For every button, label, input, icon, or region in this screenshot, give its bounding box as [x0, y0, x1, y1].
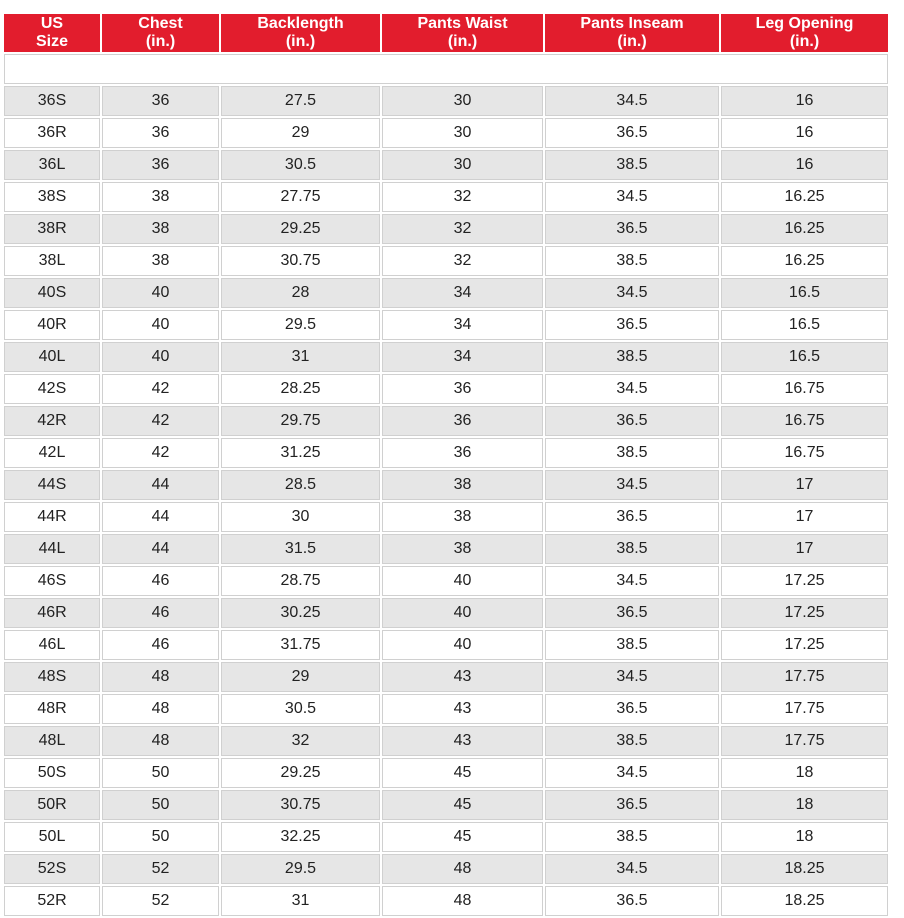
header-backlength: Backlength (in.) [221, 14, 380, 52]
cell-chest: 48 [102, 662, 219, 692]
cell-pants-inseam: 34.5 [545, 758, 719, 788]
cell-us-size: 48S [4, 662, 100, 692]
cell-chest: 52 [102, 886, 219, 916]
cell-pants-inseam: 38.5 [545, 630, 719, 660]
header-pants-inseam: Pants Inseam (in.) [545, 14, 719, 52]
cell-pants-inseam: 34.5 [545, 854, 719, 884]
cell-leg-opening: 17.75 [721, 662, 888, 692]
cell-pants-waist: 32 [382, 182, 543, 212]
cell-us-size: 46R [4, 598, 100, 628]
cell-pants-inseam: 38.5 [545, 150, 719, 180]
cell-leg-opening: 16.75 [721, 438, 888, 468]
cell-leg-opening: 16.5 [721, 342, 888, 372]
cell-leg-opening: 16.25 [721, 214, 888, 244]
cell-leg-opening: 16.5 [721, 278, 888, 308]
cell-leg-opening: 17.75 [721, 694, 888, 724]
cell-pants-waist: 38 [382, 470, 543, 500]
cell-us-size: 38R [4, 214, 100, 244]
cell-pants-inseam: 34.5 [545, 86, 719, 116]
cell-us-size: 40S [4, 278, 100, 308]
cell-pants-inseam: 38.5 [545, 726, 719, 756]
cell-leg-opening: 18 [721, 790, 888, 820]
cell-pants-waist: 40 [382, 630, 543, 660]
cell-chest: 46 [102, 598, 219, 628]
cell-us-size: 46S [4, 566, 100, 596]
header-leg-opening: Leg Opening (in.) [721, 14, 888, 52]
cell-leg-opening: 17.25 [721, 566, 888, 596]
cell-leg-opening: 16.5 [721, 310, 888, 340]
cell-pants-inseam: 38.5 [545, 438, 719, 468]
table-row [4, 374, 888, 404]
cell-leg-opening: 18.25 [721, 886, 888, 916]
cell-chest: 52 [102, 854, 219, 884]
cell-pants-inseam: 34.5 [545, 182, 719, 212]
cell-pants-inseam: 34.5 [545, 374, 719, 404]
cell-backlength: 27.5 [221, 86, 380, 116]
cell-pants-waist: 43 [382, 662, 543, 692]
cell-us-size: 38L [4, 246, 100, 276]
cell-pants-inseam: 38.5 [545, 822, 719, 852]
cell-backlength: 29.25 [221, 214, 380, 244]
cell-backlength: 29.75 [221, 406, 380, 436]
cell-chest: 44 [102, 470, 219, 500]
cell-chest: 48 [102, 726, 219, 756]
table-row [4, 790, 888, 820]
cell-backlength: 29.25 [221, 758, 380, 788]
table-row [4, 886, 888, 916]
cell-chest: 38 [102, 246, 219, 276]
cell-leg-opening: 16.75 [721, 406, 888, 436]
cell-us-size: 48R [4, 694, 100, 724]
cell-chest: 40 [102, 278, 219, 308]
cell-pants-waist: 36 [382, 374, 543, 404]
cell-pants-waist: 32 [382, 246, 543, 276]
table-row [4, 438, 888, 468]
cell-backlength: 31 [221, 886, 380, 916]
cell-us-size: 42L [4, 438, 100, 468]
cell-backlength: 29 [221, 662, 380, 692]
cell-pants-waist: 45 [382, 822, 543, 852]
cell-leg-opening: 16.25 [721, 182, 888, 212]
cell-us-size: 36S [4, 86, 100, 116]
table-row [4, 214, 888, 244]
table-row [4, 182, 888, 212]
cell-us-size: 46L [4, 630, 100, 660]
cell-pants-inseam: 36.5 [545, 310, 719, 340]
cell-chest: 36 [102, 150, 219, 180]
table-row [4, 150, 888, 180]
cell-us-size: 42R [4, 406, 100, 436]
cell-us-size: 52S [4, 854, 100, 884]
table-row [4, 246, 888, 276]
cell-pants-inseam: 38.5 [545, 246, 719, 276]
cell-chest: 50 [102, 758, 219, 788]
cell-leg-opening: 17.25 [721, 630, 888, 660]
cell-chest: 36 [102, 86, 219, 116]
cell-leg-opening: 18 [721, 758, 888, 788]
table-row [4, 278, 888, 308]
cell-us-size: 44L [4, 534, 100, 564]
table-row [4, 822, 888, 852]
cell-leg-opening: 17 [721, 534, 888, 564]
table-row [4, 694, 888, 724]
cell-pants-inseam: 36.5 [545, 790, 719, 820]
cell-backlength: 28.25 [221, 374, 380, 404]
cell-chest: 40 [102, 310, 219, 340]
cell-us-size: 38S [4, 182, 100, 212]
cell-pants-inseam: 36.5 [545, 886, 719, 916]
cell-pants-inseam: 36.5 [545, 694, 719, 724]
table-row [4, 726, 888, 756]
table-row [4, 310, 888, 340]
table-row [4, 758, 888, 788]
cell-us-size: 50R [4, 790, 100, 820]
cell-leg-opening: 17.25 [721, 598, 888, 628]
cell-pants-inseam: 34.5 [545, 662, 719, 692]
table-row [4, 662, 888, 692]
cell-pants-inseam: 36.5 [545, 214, 719, 244]
cell-pants-waist: 38 [382, 534, 543, 564]
cell-us-size: 36R [4, 118, 100, 148]
cell-leg-opening: 16.25 [721, 246, 888, 276]
cell-backlength: 28 [221, 278, 380, 308]
cell-pants-waist: 48 [382, 886, 543, 916]
cell-backlength: 30.5 [221, 694, 380, 724]
cell-chest: 42 [102, 374, 219, 404]
cell-leg-opening: 18 [721, 822, 888, 852]
cell-backlength: 27.75 [221, 182, 380, 212]
cell-us-size: 44R [4, 502, 100, 532]
cell-chest: 38 [102, 182, 219, 212]
cell-backlength: 30.75 [221, 790, 380, 820]
table-row [4, 534, 888, 564]
table-row [4, 470, 888, 500]
cell-pants-waist: 30 [382, 86, 543, 116]
cell-pants-inseam: 34.5 [545, 470, 719, 500]
cell-pants-waist: 34 [382, 342, 543, 372]
cell-backlength: 31 [221, 342, 380, 372]
cell-pants-inseam: 36.5 [545, 502, 719, 532]
cell-chest: 38 [102, 214, 219, 244]
cell-pants-waist: 48 [382, 854, 543, 884]
table-header [4, 14, 888, 84]
table-row [4, 630, 888, 660]
cell-pants-waist: 43 [382, 726, 543, 756]
cell-us-size: 42S [4, 374, 100, 404]
size-chart-table [2, 12, 890, 918]
cell-leg-opening: 16.75 [721, 374, 888, 404]
cell-chest: 48 [102, 694, 219, 724]
cell-pants-waist: 32 [382, 214, 543, 244]
cell-leg-opening: 18.25 [721, 854, 888, 884]
cell-pants-inseam: 36.5 [545, 406, 719, 436]
cell-pants-inseam: 36.5 [545, 118, 719, 148]
cell-leg-opening: 16 [721, 118, 888, 148]
cell-chest: 42 [102, 438, 219, 468]
header-pants-waist: Pants Waist (in.) [382, 14, 543, 52]
cell-leg-opening: 16 [721, 150, 888, 180]
cell-backlength: 30.75 [221, 246, 380, 276]
cell-us-size: 52R [4, 886, 100, 916]
cell-us-size: 50L [4, 822, 100, 852]
cell-chest: 50 [102, 822, 219, 852]
cell-pants-inseam: 34.5 [545, 566, 719, 596]
cell-pants-waist: 34 [382, 310, 543, 340]
cell-pants-waist: 45 [382, 790, 543, 820]
header-us-size: US Size [4, 14, 100, 52]
cell-pants-waist: 43 [382, 694, 543, 724]
table-body [4, 86, 888, 916]
cell-us-size: 36L [4, 150, 100, 180]
cell-chest: 50 [102, 790, 219, 820]
cell-backlength: 30 [221, 502, 380, 532]
cell-backlength: 29 [221, 118, 380, 148]
table-row [4, 854, 888, 884]
cell-us-size: 40L [4, 342, 100, 372]
cell-pants-waist: 38 [382, 502, 543, 532]
cell-pants-inseam: 36.5 [545, 598, 719, 628]
cell-pants-waist: 40 [382, 566, 543, 596]
cell-chest: 40 [102, 342, 219, 372]
cell-pants-waist: 30 [382, 150, 543, 180]
header-chest: Chest (in.) [102, 14, 219, 52]
cell-backlength: 30.25 [221, 598, 380, 628]
cell-leg-opening: 17 [721, 470, 888, 500]
cell-pants-waist: 30 [382, 118, 543, 148]
cell-backlength: 32.25 [221, 822, 380, 852]
cell-backlength: 29.5 [221, 310, 380, 340]
cell-backlength: 31.75 [221, 630, 380, 660]
cell-us-size: 50S [4, 758, 100, 788]
header-row [4, 14, 888, 52]
cell-leg-opening: 16 [721, 86, 888, 116]
cell-chest: 46 [102, 630, 219, 660]
cell-us-size: 40R [4, 310, 100, 340]
table-row [4, 342, 888, 372]
cell-pants-inseam: 34.5 [545, 278, 719, 308]
cell-pants-waist: 40 [382, 598, 543, 628]
table-row [4, 118, 888, 148]
cell-leg-opening: 17 [721, 502, 888, 532]
cell-leg-opening: 17.75 [721, 726, 888, 756]
cell-chest: 36 [102, 118, 219, 148]
cell-backlength: 30.5 [221, 150, 380, 180]
cell-backlength: 32 [221, 726, 380, 756]
cell-chest: 44 [102, 534, 219, 564]
cell-pants-inseam: 38.5 [545, 534, 719, 564]
table-row [4, 566, 888, 596]
cell-chest: 46 [102, 566, 219, 596]
cell-pants-waist: 34 [382, 278, 543, 308]
cell-chest: 44 [102, 502, 219, 532]
cell-pants-waist: 36 [382, 406, 543, 436]
table-row [4, 406, 888, 436]
table-row [4, 86, 888, 116]
cell-us-size: 44S [4, 470, 100, 500]
cell-pants-waist: 45 [382, 758, 543, 788]
cell-chest: 42 [102, 406, 219, 436]
cell-backlength: 31.5 [221, 534, 380, 564]
cell-backlength: 31.25 [221, 438, 380, 468]
table-row [4, 598, 888, 628]
table-row [4, 502, 888, 532]
cell-pants-waist: 36 [382, 438, 543, 468]
cell-us-size: 48L [4, 726, 100, 756]
cell-backlength: 28.75 [221, 566, 380, 596]
cell-backlength: 29.5 [221, 854, 380, 884]
cell-pants-inseam: 38.5 [545, 342, 719, 372]
cell-backlength: 28.5 [221, 470, 380, 500]
